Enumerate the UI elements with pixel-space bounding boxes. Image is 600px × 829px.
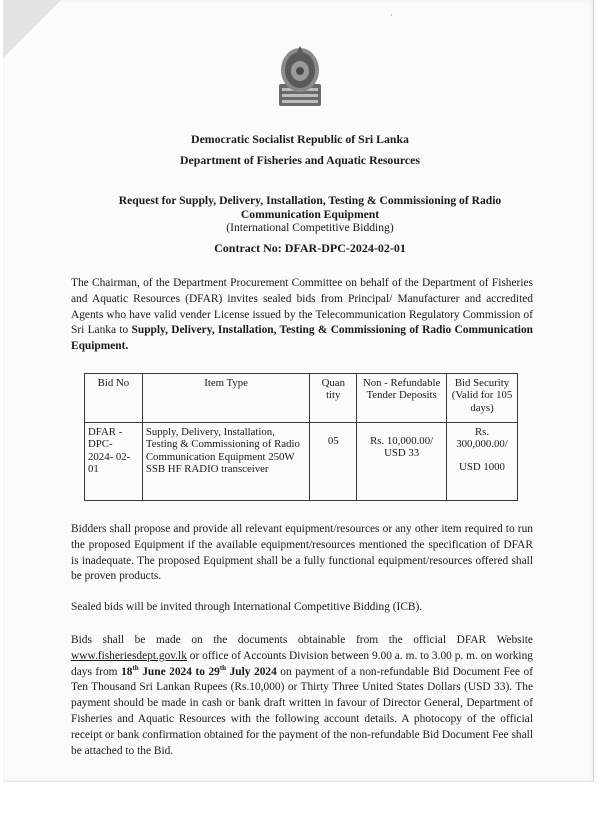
request-title-line-2: Communication Equipment (240, 208, 380, 221)
cell-item-type: Supply, Delivery, Installation, Testing & Commissioning of Radio Communication Equipment 250W SSB HF RADIO transceiver (142, 423, 309, 501)
bidding-type: (International Competitive Bidding) (226, 221, 394, 234)
date-to-month: July 2024 (226, 665, 277, 678)
bid-period-dates (121, 663, 277, 678)
date-from-day: 18 (121, 665, 133, 678)
icb-paragraph: Sealed bids will be invited through International Competitive Bidding (ICB). (71, 601, 423, 613)
cell-bid-no: DFAR - DPC- 2024- 02- 01 (85, 423, 143, 501)
bid-table-header-row (85, 374, 518, 423)
security-rs: Rs. 300,000.00/ (456, 426, 508, 451)
page-fold-corner (3, 0, 61, 58)
security-usd: USD 1000 (459, 460, 505, 473)
bid-docs-text-2: or office of Accounts Division between 9.00 a. m. to 3.00 p. m. on working days from (71, 649, 533, 678)
contract-number: Contract No: DFAR-DPC-2024-02-01 (214, 241, 406, 255)
cell-quantity: 05 (310, 423, 357, 501)
date-from-month: June 2024 to (138, 665, 209, 678)
bid-table (84, 373, 518, 501)
sri-lanka-emblem-icon (276, 44, 324, 112)
header-line-1: Democratic Socialist Republic of Sri Lanka (191, 132, 409, 146)
header-line-2: Department of Fisheries and Aquatic Resources (180, 153, 420, 167)
speck-mark: · (390, 10, 393, 20)
request-title-line-1: Request for Supply, Delivery, Installation, Testing & Commissioning of Radio (118, 194, 502, 207)
date-to-suffix: th (219, 663, 227, 672)
intro-bold-text: Supply, Delivery, Installation, Testing & Commissioning of Radio Communication Equipment. (71, 324, 534, 353)
dfar-website-link[interactable]: www.fisheriesdept.gov.lk (71, 649, 187, 662)
table-row (85, 423, 518, 501)
header-item-type: Item Type (142, 374, 309, 423)
header-bid-security: Bid Security (Valid for 105 days) (447, 374, 518, 423)
header-bid-no: Bid No (85, 374, 143, 423)
header-quantity: Quan tity (310, 374, 357, 423)
header-deposit: Non - Refundable Tender Deposits (357, 374, 447, 423)
intro-paragraph (71, 276, 533, 355)
cell-deposit: Rs. 10,000.00/ USD 33 (357, 423, 447, 501)
bid-documents-paragraph (71, 633, 533, 759)
intro-text: The Chairman, of the Department Procurement Committee on behalf of the Department of Fisheries and Aquatic Resources (DFAR) invites sealed bids from Principal/ Manufacturer and accredited Agents who have valid vender License issued by the Telecommunication Regulatory Commission of Sri Lanka to (71, 277, 533, 337)
bid-docs-text-3: on payment of a non-refundable Bid Document Fee of Ten Thousand Sri Lankan Rupees (Rs.10,000) or Thirty Three United States Dollars (USD 33). The payment should be made in cash or bank draft written in favour of Director General, Department of Fisheries and Aquatic Resources with the following account details. A photocopy of the official receipt or bank confirmation obtained for the payment of the non-refundable Bid Document Fee shall be attached to the Bid. (71, 665, 533, 757)
cell-bid-security (447, 423, 518, 501)
bid-docs-text-1: Bids shall be made on the documents obtainable from the official DFAR Website (71, 634, 533, 646)
date-from-suffix: th (132, 663, 139, 672)
requirements-paragraph: Bidders shall propose and provide all relevant equipment/resources or any other item required to run the proposed Equipment if the available equipment/resources mentioned the specification of DFAR is inadequate. The proposed Equipment shall be a fully functional equipment/resources offered shall be proven products. (71, 523, 533, 583)
date-to-day: 29 (208, 665, 220, 678)
